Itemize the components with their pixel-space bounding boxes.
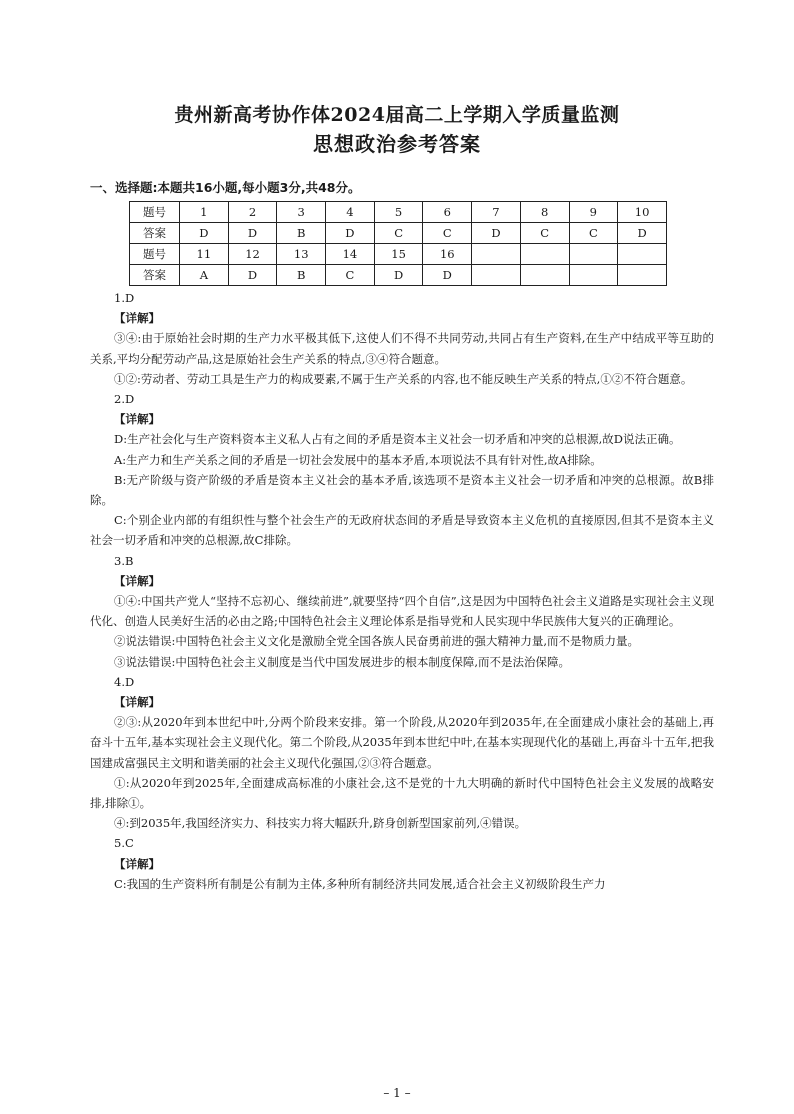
- question-cell: 13: [277, 244, 326, 265]
- section-heading: 一、选择题:本题共16小题,每小题3分,共48分。: [90, 180, 361, 195]
- row-label-answer: 答案: [130, 265, 180, 286]
- answer-cell: [618, 265, 667, 286]
- explanation-paragraph: A:生产力和生产关系之间的矛盾是一切社会发展中的基本矛盾,本项说法不具有针对性,故A排除。: [114, 452, 602, 467]
- question-cell: [520, 244, 569, 265]
- answer-cell: D: [423, 265, 472, 286]
- answer-cell: D: [228, 265, 277, 286]
- explanation-paragraph: ④:到2035年,我国经济实力、科技实力将大幅跃升,跻身创新型国家前列,④错误。: [114, 816, 527, 831]
- item-number: 3.B: [114, 553, 134, 568]
- row-label-question: 题号: [130, 202, 180, 223]
- question-cell: 5: [374, 202, 423, 223]
- row-label-answer: 答案: [130, 223, 180, 244]
- row-label-question: 题号: [130, 244, 180, 265]
- detail-label: 【详解】: [114, 412, 160, 427]
- detail-label: 【详解】: [114, 856, 160, 871]
- question-cell: [569, 244, 618, 265]
- question-cell: 10: [618, 202, 667, 223]
- question-cell: 6: [423, 202, 472, 223]
- answer-cell: D: [374, 265, 423, 286]
- item-number: 4.D: [114, 674, 135, 689]
- question-cell: 9: [569, 202, 618, 223]
- answer-cell: C: [520, 223, 569, 244]
- answer-cell: D: [326, 223, 375, 244]
- answer-explanations: [90, 288, 714, 894]
- detail-label: 【详解】: [114, 573, 160, 588]
- explanation-paragraph: ③④:由于原始社会时期的生产力水平极其低下,这使人们不得不共同劳动,共同占有生产资料,在生产中结成平等互助的关系,平均分配劳动产品,这是原始社会生产关系的特点,③④符合题意。: [90, 331, 714, 366]
- answer-cell: D: [180, 223, 229, 244]
- answer-cell: [569, 265, 618, 286]
- question-cell: 16: [423, 244, 472, 265]
- answer-cell: B: [277, 223, 326, 244]
- page-title: 贵州新高考协作体2024届高二上学期入学质量监测: [174, 104, 620, 126]
- explanation-paragraph: ①②:劳动者、劳动工具是生产力的构成要素,不属于生产关系的内容,也不能反映生产关系的特点,①②不符合题意。: [114, 371, 693, 386]
- explanation-paragraph: C:我国的生产资料所有制是公有制为主体,多种所有制经济共同发展,适合社会主义初级阶段生产力: [114, 876, 606, 891]
- explanation-paragraph: ②说法错误:中国特色社会主义文化是激励全党全国各族人民奋勇前进的强大精神力量,而不是物质力量。: [114, 634, 640, 649]
- question-cell: 8: [520, 202, 569, 223]
- explanation-paragraph: ②③:从2020年到本世纪中叶,分两个阶段来安排。第一个阶段,从2020年到2035年,在全面建成小康社会的基础上,再奋斗十五年,基本实现社会主义现代化。第二个阶段,从2035年到本世纪中叶,在基本实现现代化的基础上,再奋斗十五年,把我国建成富强民主文明和谐美丽的社会主义现代化强国,②③符合题意。: [90, 715, 714, 770]
- answer-cell: D: [228, 223, 277, 244]
- question-cell: [472, 244, 521, 265]
- question-cell: [618, 244, 667, 265]
- item-number: 2.D: [114, 392, 135, 407]
- answer-cell: D: [472, 223, 521, 244]
- explanation-paragraph: ③说法错误:中国特色社会主义制度是当代中国发展进步的根本制度保障,而不是法治保障。: [114, 654, 571, 669]
- table-row-questions-2: [130, 244, 667, 265]
- answer-cell: [520, 265, 569, 286]
- detail-label: 【详解】: [114, 311, 160, 326]
- answer-table: [129, 201, 667, 286]
- question-cell: 11: [180, 244, 229, 265]
- item-number: 1.D: [114, 291, 135, 305]
- question-cell: 14: [326, 244, 375, 265]
- question-cell: 7: [472, 202, 521, 223]
- explanation-paragraph: D:生产社会化与生产资料资本主义私人占有之间的矛盾是资本主义社会一切矛盾和冲突的总根源,故D说法正确。: [114, 432, 681, 447]
- explanation-paragraph: C:个别企业内部的有组织性与整个社会生产的无政府状态间的矛盾是导致资本主义危机的直接原因,但其不是资本主义社会一切矛盾和冲突的总根源,故C排除。: [90, 513, 714, 548]
- table-row-questions-1: [130, 202, 667, 223]
- answer-cell: C: [374, 223, 423, 244]
- question-cell: 15: [374, 244, 423, 265]
- explanation-paragraph: B:无产阶级与资产阶级的矛盾是资本主义社会的基本矛盾,该选项不是资本主义社会一切矛盾和冲突的总根源。故B排除。: [90, 472, 714, 508]
- page-number: – 1 –: [383, 1086, 411, 1100]
- explanation-paragraph: ①④:中国共产党人“坚持不忘初心、继续前进”,就要坚持“四个自信”,这是因为中国特色社会主义道路是实现社会主义现代化、创造人民美好生活的必由之路;中国特色社会主义理论体系是指导党和人民实现中华民族伟大复兴的正确理论。: [90, 594, 714, 629]
- answer-cell: C: [326, 265, 375, 286]
- detail-label: 【详解】: [114, 695, 160, 710]
- question-cell: 1: [180, 202, 229, 223]
- item-number: 5.C: [114, 836, 134, 851]
- answer-cell: A: [180, 265, 229, 286]
- answer-cell: B: [277, 265, 326, 286]
- question-cell: 4: [326, 202, 375, 223]
- explanation-paragraph: ①:从2020年到2025年,全面建成高标准的小康社会,这不是党的十九大明确的新时代中国特色社会主义发展的战略安排,排除①。: [90, 775, 714, 811]
- table-row-answers-1: [130, 223, 667, 244]
- answer-cell: D: [618, 223, 667, 244]
- question-cell: 12: [228, 244, 277, 265]
- table-row-answers-2: [130, 265, 667, 286]
- page-subtitle: 思想政治参考答案: [313, 132, 481, 156]
- question-cell: 2: [228, 202, 277, 223]
- question-cell: 3: [277, 202, 326, 223]
- answer-cell: C: [423, 223, 472, 244]
- answer-cell: [472, 265, 521, 286]
- answer-cell: C: [569, 223, 618, 244]
